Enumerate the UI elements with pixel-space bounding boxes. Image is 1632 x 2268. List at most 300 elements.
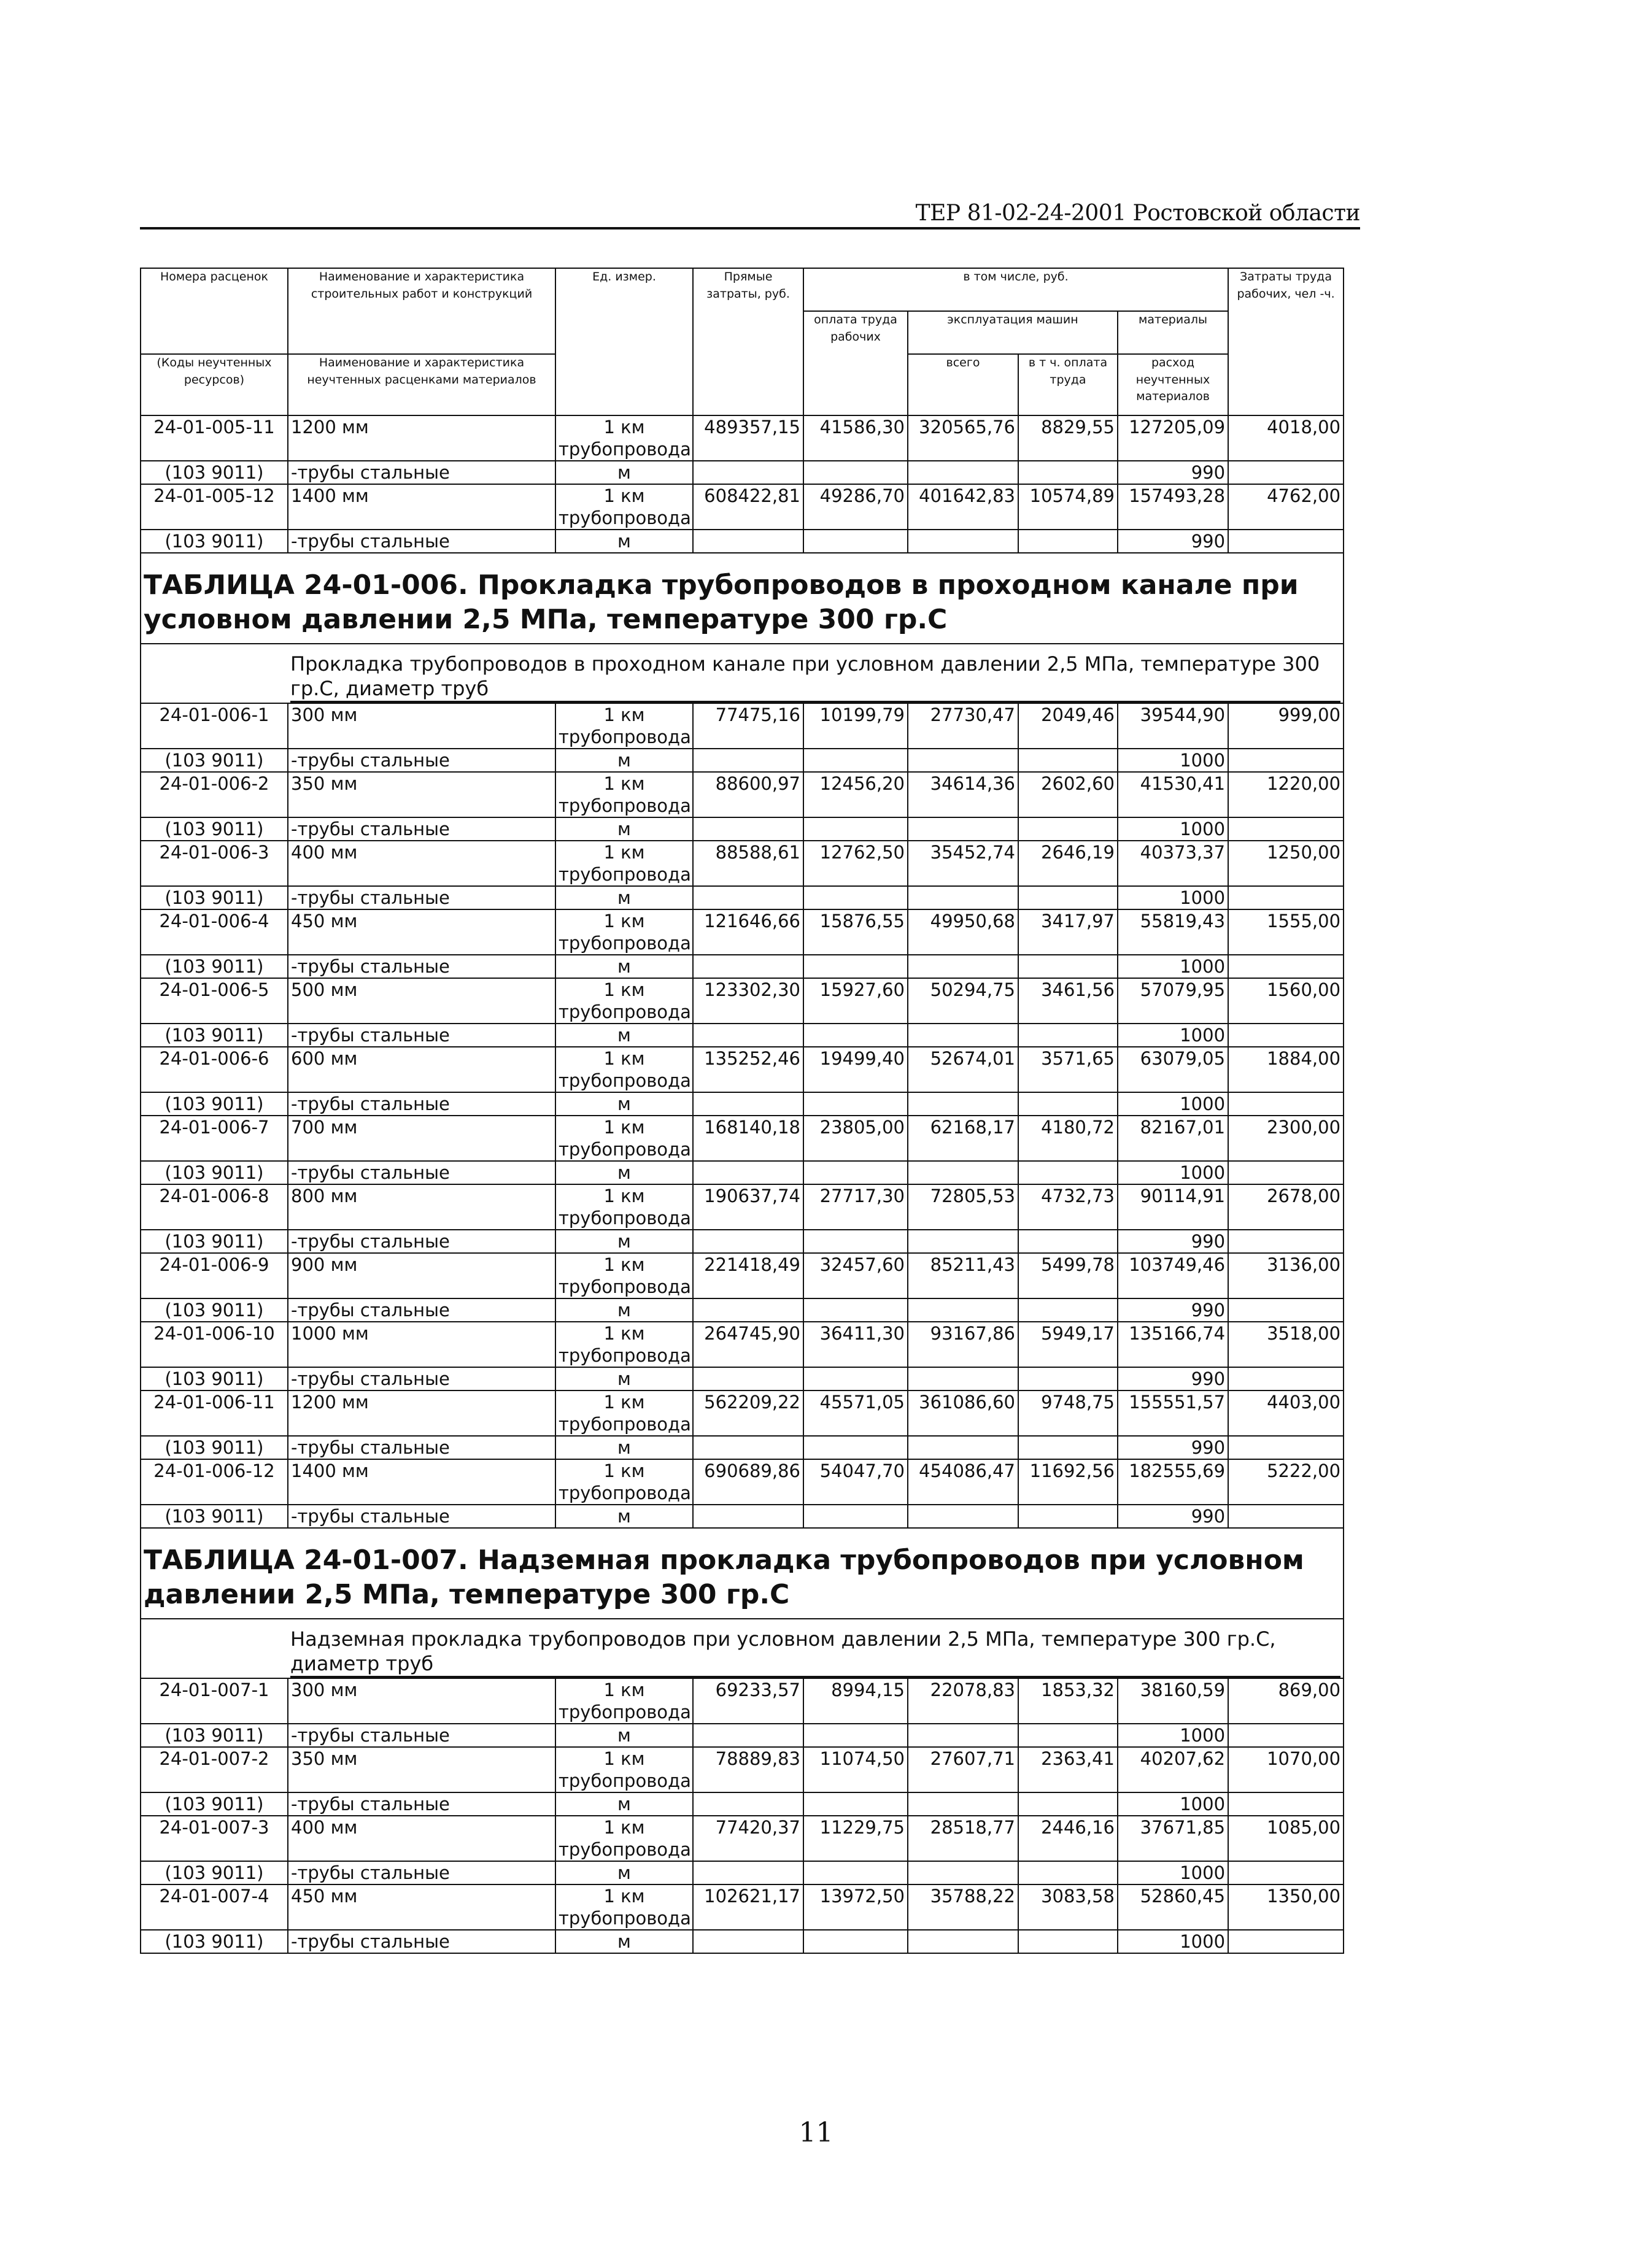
labor-hours: 2678,00 [1228,1184,1344,1230]
labor-hours: 1560,00 [1228,978,1344,1024]
resource-name: -трубы стальные [288,1298,555,1322]
resource-unit: м [555,1792,693,1816]
section-subtitle-cell [288,1619,1344,1678]
document-code-title: ТЕР 81-02-24-2001 Ростовской области [915,201,1360,226]
labor-pay: 19499,40 [803,1047,908,1092]
rate-unit: 1 км трубопровода [555,1816,693,1861]
resource-row [141,1436,1344,1459]
materials-cost: 63079,05 [1118,1047,1228,1092]
empty-cell [803,955,908,978]
rate-row [141,415,1344,461]
empty-cell [693,1024,803,1047]
resource-name: -трубы стальные [288,1861,555,1884]
resource-row [141,1930,1344,1953]
resource-unit: м [555,530,693,553]
machines-total: 50294,75 [908,978,1018,1024]
resource-row [141,817,1344,841]
resource-code: (103 9011) [141,1092,288,1116]
empty-cell [693,461,803,484]
empty-cell [908,461,1018,484]
rate-code: 24-01-006-7 [141,1116,288,1161]
resource-row [141,1230,1344,1253]
direct-costs: 264745,90 [693,1322,803,1367]
materials-cost: 40373,37 [1118,841,1228,886]
rate-code: 24-01-006-11 [141,1390,288,1436]
rate-unit: 1 км трубопровода [555,1253,693,1298]
resource-row [141,1161,1344,1184]
empty-cell [1018,1161,1118,1184]
direct-costs: 135252,46 [693,1047,803,1092]
empty-cell [693,1792,803,1816]
labor-pay: 54047,70 [803,1459,908,1505]
machines-labor: 2363,41 [1018,1747,1118,1792]
resource-quantity: 1000 [1118,1161,1228,1184]
labor-pay: 10199,79 [803,703,908,749]
empty-cell [1228,1230,1344,1253]
section-title-cell [141,1528,1344,1619]
empty-cell [1018,817,1118,841]
resource-name: -трубы стальные [288,1024,555,1047]
empty-cell [908,1505,1018,1528]
rate-row [141,1322,1344,1367]
rate-name: 300 мм [288,1678,555,1724]
labor-pay: 45571,05 [803,1390,908,1436]
resource-quantity: 1000 [1118,1930,1228,1953]
resource-code: (103 9011) [141,749,288,772]
machines-labor: 3461,56 [1018,978,1118,1024]
materials-cost: 40207,62 [1118,1747,1228,1792]
resource-code: (103 9011) [141,1367,288,1390]
rate-name: 300 мм [288,703,555,749]
empty-cell [803,1161,908,1184]
empty-cell [1228,886,1344,909]
resource-name: -трубы стальные [288,1161,555,1184]
labor-pay: 41586,30 [803,415,908,461]
resource-row [141,1092,1344,1116]
rate-row [141,909,1344,955]
labor-pay: 49286,70 [803,484,908,530]
labor-pay: 12456,20 [803,772,908,817]
section-subtitle-row [141,644,1344,703]
materials-cost: 38160,59 [1118,1678,1228,1724]
rates-document [140,268,1343,1954]
machines-labor: 2049,46 [1018,703,1118,749]
header-material-name: Наименование и характеристика неучтенных расценками материалов [288,354,555,415]
labor-hours: 1350,00 [1228,1884,1344,1930]
resource-unit: м [555,817,693,841]
rate-row [141,978,1344,1024]
empty-cell [1228,817,1344,841]
resource-row [141,1024,1344,1047]
rate-name: 500 мм [288,978,555,1024]
rate-name: 400 мм [288,1816,555,1861]
empty-cell [693,886,803,909]
machines-total: 62168,17 [908,1116,1018,1161]
materials-cost: 57079,95 [1118,978,1228,1024]
direct-costs: 69233,57 [693,1678,803,1724]
rate-code: 24-01-006-1 [141,703,288,749]
rate-row [141,1678,1344,1724]
rate-code: 24-01-006-12 [141,1459,288,1505]
header-including-group: в том числе, руб. [803,268,1228,311]
machines-total: 401642,83 [908,484,1018,530]
labor-hours: 1070,00 [1228,1747,1344,1792]
header-labor-hours: Затраты труда рабочих, чел -ч. [1228,268,1344,415]
resource-code: (103 9011) [141,817,288,841]
empty-cell [693,749,803,772]
rate-name: 1200 мм [288,1390,555,1436]
empty-cell [1018,1861,1118,1884]
rate-row [141,1816,1344,1861]
rate-name: 1400 мм [288,484,555,530]
labor-hours: 1220,00 [1228,772,1344,817]
rate-name: 350 мм [288,1747,555,1792]
subtitle-spacer [141,644,288,703]
table-header [141,268,1344,415]
section-subtitle-row [141,1619,1344,1678]
empty-cell [803,1436,908,1459]
rate-unit: 1 км трубопровода [555,1184,693,1230]
running-header [140,190,1360,230]
labor-pay: 27717,30 [803,1184,908,1230]
resource-unit: м [555,1930,693,1953]
empty-cell [908,530,1018,553]
rate-row [141,1459,1344,1505]
section-title-cell [141,553,1344,644]
machines-total: 52674,01 [908,1047,1018,1092]
rate-code: 24-01-007-1 [141,1678,288,1724]
rate-code: 24-01-006-10 [141,1322,288,1367]
labor-hours: 3136,00 [1228,1253,1344,1298]
labor-pay: 13972,50 [803,1884,908,1930]
empty-cell [908,749,1018,772]
resource-row [141,1861,1344,1884]
empty-cell [1018,1930,1118,1953]
resource-unit: м [555,1230,693,1253]
direct-costs: 77475,16 [693,703,803,749]
resource-code: (103 9011) [141,461,288,484]
empty-cell [693,1298,803,1322]
empty-cell [908,1367,1018,1390]
resource-row [141,1505,1344,1528]
resource-code: (103 9011) [141,1230,288,1253]
resource-row [141,461,1344,484]
labor-pay: 8994,15 [803,1678,908,1724]
empty-cell [1018,955,1118,978]
labor-hours: 3518,00 [1228,1322,1344,1367]
labor-hours: 4403,00 [1228,1390,1344,1436]
empty-cell [908,1930,1018,1953]
rate-row [141,1390,1344,1436]
rate-unit: 1 км трубопровода [555,1884,693,1930]
machines-labor: 2446,16 [1018,1816,1118,1861]
direct-costs: 88600,97 [693,772,803,817]
empty-cell [1018,1024,1118,1047]
empty-cell [1018,1436,1118,1459]
empty-cell [908,817,1018,841]
empty-cell [693,1161,803,1184]
empty-cell [693,1367,803,1390]
rate-row [141,484,1344,530]
resource-unit: м [555,461,693,484]
empty-cell [803,1230,908,1253]
resource-quantity: 990 [1118,530,1228,553]
rate-code: 24-01-007-2 [141,1747,288,1792]
materials-cost: 37671,85 [1118,1816,1228,1861]
empty-cell [803,461,908,484]
resource-unit: м [555,1505,693,1528]
rate-unit: 1 км трубопровода [555,1390,693,1436]
machines-labor: 5499,78 [1018,1253,1118,1298]
header-resource-codes: (Коды неучтенных ресурсов) [141,354,288,415]
rate-unit: 1 км трубопровода [555,978,693,1024]
machines-labor: 3083,58 [1018,1884,1118,1930]
header-machines-total: всего [908,354,1018,415]
resource-unit: м [555,749,693,772]
direct-costs: 562209,22 [693,1390,803,1436]
machines-total: 454086,47 [908,1459,1018,1505]
machines-labor: 11692,56 [1018,1459,1118,1505]
rate-code: 24-01-006-6 [141,1047,288,1092]
rate-code: 24-01-006-4 [141,909,288,955]
section-subtitle [290,644,1340,703]
direct-costs: 121646,66 [693,909,803,955]
rates-table [140,268,1344,1954]
resource-quantity: 990 [1118,1367,1228,1390]
empty-cell [908,1161,1018,1184]
materials-cost: 135166,74 [1118,1322,1228,1367]
rate-unit: 1 км трубопровода [555,841,693,886]
resource-name: -трубы стальные [288,1367,555,1390]
resource-name: -трубы стальные [288,886,555,909]
empty-cell [1228,749,1344,772]
empty-cell [1228,1024,1344,1047]
machines-total: 361086,60 [908,1390,1018,1436]
empty-cell [1018,461,1118,484]
direct-costs: 102621,17 [693,1884,803,1930]
resource-quantity: 1000 [1118,886,1228,909]
resource-quantity: 990 [1118,461,1228,484]
machines-labor: 4180,72 [1018,1116,1118,1161]
header-labor-pay: оплата труда рабочих [803,311,908,415]
empty-cell [803,1367,908,1390]
resource-quantity: 1000 [1118,1024,1228,1047]
rate-name: 600 мм [288,1047,555,1092]
machines-total: 49950,68 [908,909,1018,955]
section-subtitle-cell [288,644,1344,703]
resource-unit: м [555,1861,693,1884]
resource-row [141,1298,1344,1322]
rate-unit: 1 км трубопровода [555,1047,693,1092]
resource-code: (103 9011) [141,1724,288,1747]
empty-cell [803,1298,908,1322]
resource-quantity: 1000 [1118,1092,1228,1116]
labor-pay: 23805,00 [803,1116,908,1161]
empty-cell [1018,749,1118,772]
empty-cell [803,530,908,553]
machines-labor: 5949,17 [1018,1322,1118,1367]
section-title: ТАБЛИЦА 24-01-006. Прокладка трубопроводов в проходном канале при условном давлении 2,5 МПа, температуре 300 гр.С [144,569,1299,635]
resource-quantity: 1000 [1118,1792,1228,1816]
rate-unit: 1 км трубопровода [555,772,693,817]
resource-quantity: 1000 [1118,1861,1228,1884]
empty-cell [693,1724,803,1747]
labor-hours: 869,00 [1228,1678,1344,1724]
empty-cell [908,1298,1018,1322]
table-body [141,415,1344,1953]
resource-unit: м [555,1724,693,1747]
empty-cell [1018,1505,1118,1528]
resource-name: -трубы стальные [288,955,555,978]
materials-cost: 41530,41 [1118,772,1228,817]
empty-cell [803,886,908,909]
empty-cell [908,1230,1018,1253]
rate-unit: 1 км трубопровода [555,703,693,749]
direct-costs: 489357,15 [693,415,803,461]
empty-cell [1228,1792,1344,1816]
rate-row [141,1253,1344,1298]
machines-labor: 1853,32 [1018,1678,1118,1724]
labor-hours: 999,00 [1228,703,1344,749]
resource-quantity: 990 [1118,1298,1228,1322]
rate-unit: 1 км трубопровода [555,909,693,955]
resource-unit: м [555,1367,693,1390]
machines-total: 28518,77 [908,1816,1018,1861]
empty-cell [1228,530,1344,553]
resource-unit: м [555,1161,693,1184]
rate-code: 24-01-005-11 [141,415,288,461]
machines-labor: 3417,97 [1018,909,1118,955]
rate-row [141,1116,1344,1161]
empty-cell [1228,955,1344,978]
empty-cell [803,1724,908,1747]
machines-total: 27607,71 [908,1747,1018,1792]
resource-quantity: 1000 [1118,817,1228,841]
resource-quantity: 1000 [1118,749,1228,772]
empty-cell [908,1092,1018,1116]
empty-cell [803,749,908,772]
header-direct-costs: Прямые затраты, руб. [693,268,803,415]
materials-cost: 127205,09 [1118,415,1228,461]
rate-unit: 1 км трубопровода [555,1678,693,1724]
labor-hours: 2300,00 [1228,1116,1344,1161]
machines-total: 27730,47 [908,703,1018,749]
materials-cost: 182555,69 [1118,1459,1228,1505]
machines-labor: 2602,60 [1018,772,1118,817]
machines-total: 93167,86 [908,1322,1018,1367]
rate-code: 24-01-007-3 [141,1816,288,1861]
direct-costs: 608422,81 [693,484,803,530]
resource-unit: м [555,886,693,909]
empty-cell [693,1505,803,1528]
resource-row [141,530,1344,553]
empty-cell [1018,1230,1118,1253]
machines-labor: 2646,19 [1018,841,1118,886]
section-title: ТАБЛИЦА 24-01-007. Надземная прокладка трубопроводов при условном давлении 2,5 МПа, температуре 300 гр.С [144,1545,1304,1610]
empty-cell [1018,1367,1118,1390]
empty-cell [908,1024,1018,1047]
machines-labor: 9748,75 [1018,1390,1118,1436]
resource-code: (103 9011) [141,1436,288,1459]
resource-quantity: 1000 [1118,1724,1228,1747]
empty-cell [693,1092,803,1116]
machines-total: 22078,83 [908,1678,1018,1724]
empty-cell [803,1024,908,1047]
rate-name: 1000 мм [288,1322,555,1367]
resource-name: -трубы стальные [288,1436,555,1459]
resource-quantity: 990 [1118,1505,1228,1528]
resource-name: -трубы стальные [288,1930,555,1953]
empty-cell [1018,530,1118,553]
rate-row [141,1184,1344,1230]
header-materials-unaccounted: расход неучтенных материалов [1118,354,1228,415]
rate-row [141,1047,1344,1092]
resource-unit: м [555,955,693,978]
resource-row [141,955,1344,978]
empty-cell [1228,1161,1344,1184]
materials-cost: 90114,91 [1118,1184,1228,1230]
rate-name: 900 мм [288,1253,555,1298]
empty-cell [803,1792,908,1816]
resource-name: -трубы стальные [288,749,555,772]
resource-name: -трубы стальные [288,461,555,484]
resource-code: (103 9011) [141,1161,288,1184]
resource-row [141,749,1344,772]
resource-name: -трубы стальные [288,1092,555,1116]
rate-row [141,772,1344,817]
rate-unit: 1 км трубопровода [555,415,693,461]
resource-quantity: 990 [1118,1436,1228,1459]
empty-cell [908,1436,1018,1459]
machines-total: 85211,43 [908,1253,1018,1298]
rate-name: 1200 мм [288,415,555,461]
machines-total: 35452,74 [908,841,1018,886]
rate-name: 350 мм [288,772,555,817]
resource-name: -трубы стальные [288,817,555,841]
machines-labor: 10574,89 [1018,484,1118,530]
rate-code: 24-01-006-9 [141,1253,288,1298]
materials-cost: 157493,28 [1118,484,1228,530]
resource-row [141,1792,1344,1816]
machines-labor: 3571,65 [1018,1047,1118,1092]
rate-unit: 1 км трубопровода [555,1116,693,1161]
resource-code: (103 9011) [141,1930,288,1953]
machines-labor: 4732,73 [1018,1184,1118,1230]
rate-row [141,841,1344,886]
machines-total: 72805,53 [908,1184,1018,1230]
materials-cost: 55819,43 [1118,909,1228,955]
resource-code: (103 9011) [141,1298,288,1322]
section-title-row [141,553,1344,644]
direct-costs: 690689,86 [693,1459,803,1505]
resource-code: (103 9011) [141,1861,288,1884]
resource-quantity: 1000 [1118,955,1228,978]
empty-cell [1228,1930,1344,1953]
empty-cell [803,1930,908,1953]
resource-code: (103 9011) [141,530,288,553]
direct-costs: 190637,74 [693,1184,803,1230]
rate-unit: 1 км трубопровода [555,1459,693,1505]
rate-code: 24-01-007-4 [141,1884,288,1930]
empty-cell [1228,461,1344,484]
empty-cell [1018,1792,1118,1816]
labor-hours: 4018,00 [1228,415,1344,461]
resource-row [141,1724,1344,1747]
page-number: 11 [799,2117,833,2148]
rate-code: 24-01-006-3 [141,841,288,886]
resource-name: -трубы стальные [288,1724,555,1747]
direct-costs: 88588,61 [693,841,803,886]
